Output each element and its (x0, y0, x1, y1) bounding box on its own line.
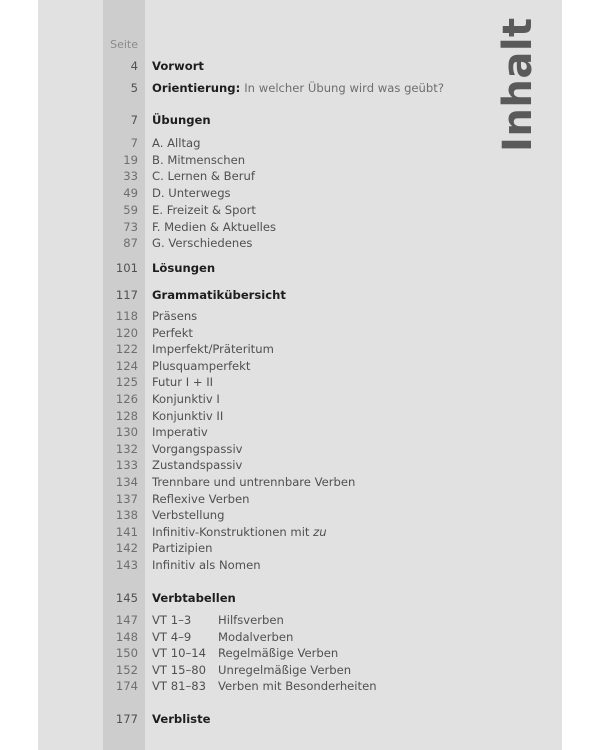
toc-entry[interactable] (0, 152, 600, 168)
toc-page-number: 19 (123, 152, 138, 167)
toc-title: Imperfekt/Präteritum (152, 342, 274, 357)
toc-entry[interactable] (0, 457, 600, 473)
toc-title: Hilfsverben (218, 613, 284, 627)
toc-title: B. Mitmenschen (152, 152, 246, 167)
toc-page-number: 128 (115, 408, 138, 423)
toc-title: Futur I + II (152, 375, 214, 390)
toc-page-number: 73 (123, 219, 138, 234)
toc-title: Imperativ (152, 425, 208, 440)
toc-entry[interactable] (0, 474, 600, 490)
toc-entry-orientierung[interactable] (0, 80, 600, 96)
toc-page-number: 137 (115, 491, 138, 506)
toc-entry-vorwort[interactable] (0, 58, 600, 74)
toc-entry[interactable] (0, 185, 600, 201)
toc-title: Zustandspassiv (152, 458, 243, 473)
toc-page-number: 7 (130, 136, 138, 150)
toc-title: Perfekt (152, 325, 193, 340)
toc-page-number: 133 (115, 458, 138, 473)
toc-title: Unregelmäßige Verben (218, 662, 352, 677)
vt-code: VT 10–14 (152, 646, 207, 661)
toc-page-number: 59 (123, 202, 138, 217)
toc-page-number: 138 (115, 508, 138, 523)
toc-title: G. Verschiedenes (152, 236, 253, 251)
toc-entry[interactable] (0, 507, 600, 523)
toc-page-number: 152 (115, 662, 138, 677)
toc-entry[interactable] (0, 491, 600, 507)
toc-entry[interactable] (0, 391, 600, 407)
vt-code: VT 81–83 (152, 679, 207, 694)
vt-code: VT 4–9 (152, 629, 192, 644)
toc-subtitle: In welcher Übung wird was geübt? (244, 81, 444, 95)
toc-page-number: 130 (115, 425, 138, 440)
toc-entry-verbtabelle[interactable] (0, 612, 600, 628)
seite-label: Seite (110, 38, 138, 51)
toc-entry[interactable] (0, 235, 600, 251)
toc-page-number: 122 (115, 342, 138, 357)
toc-title: Orientierung: (152, 81, 241, 95)
toc-entry[interactable] (0, 540, 600, 556)
toc-page-number: 87 (123, 236, 138, 251)
toc-title: Vorgangspassiv (152, 441, 243, 456)
toc-page-number: 5 (130, 81, 138, 95)
toc-entry[interactable] (0, 424, 600, 440)
toc-title: Konjunktiv I (152, 392, 220, 406)
toc-title: E. Freizeit & Sport (152, 202, 256, 217)
toc-title: Vorwort (152, 59, 204, 73)
toc-entry[interactable] (0, 325, 600, 341)
toc-entry[interactable] (0, 308, 600, 324)
toc-page-number: 132 (115, 441, 138, 456)
toc-entry-verbtabelle[interactable] (0, 629, 600, 645)
toc-section-verbtabellen[interactable] (0, 590, 600, 606)
toc-title: Regelmäßige Verben (218, 646, 339, 661)
toc-page-number: 33 (123, 169, 138, 184)
toc-title: Reflexive Verben (152, 491, 250, 506)
toc-entry[interactable] (0, 358, 600, 374)
toc-page-number: 4 (130, 59, 138, 73)
toc-entry-verbtabelle[interactable] (0, 678, 600, 694)
toc-entry[interactable] (0, 168, 600, 184)
toc-title: Lösungen (152, 261, 216, 275)
toc-section-verbliste[interactable] (0, 711, 600, 727)
toc-entry[interactable] (0, 135, 600, 151)
toc-title: Trennbare und untrennbare Verben (152, 475, 356, 489)
toc-page-number: 125 (115, 375, 138, 390)
toc-page-number: 134 (115, 475, 138, 489)
toc-page-number: 101 (115, 261, 138, 275)
toc-entry-verbtabelle[interactable] (0, 645, 600, 661)
toc-page-number: 49 (123, 186, 138, 201)
toc-title: Konjunktiv II (152, 408, 224, 423)
toc-page-number: 143 (115, 558, 138, 572)
toc-section-loesungen[interactable] (0, 260, 600, 276)
toc-entry[interactable] (0, 219, 600, 235)
toc-entry[interactable] (0, 557, 600, 573)
side-title-inhalt: Inhalt (495, 17, 541, 152)
toc-title: C. Lernen & Beruf (152, 169, 255, 184)
toc-page-number: 126 (115, 392, 138, 406)
toc-title: Infinitiv-Konstruktionen mit (152, 524, 310, 539)
toc-page-number: 147 (115, 613, 138, 627)
toc-title: Verbliste (152, 712, 211, 726)
toc-page-number: 174 (115, 679, 138, 694)
toc-title: Verbtabellen (152, 591, 236, 605)
toc-title: Modalverben (218, 629, 294, 644)
toc-entry-verbtabelle[interactable] (0, 662, 600, 678)
toc-title: Verbstellung (152, 508, 225, 523)
toc-title-italic: zu (313, 524, 327, 539)
toc-title: A. Alltag (152, 136, 201, 150)
toc-title: Partizipien (152, 541, 213, 556)
toc-page-number: 118 (115, 309, 138, 323)
toc-page-number: 177 (115, 712, 138, 726)
toc-title: D. Unterwegs (152, 186, 231, 201)
toc-entry[interactable] (0, 408, 600, 424)
toc-title: Verben mit Besonderheiten (218, 679, 377, 694)
toc-title-group (152, 524, 327, 540)
toc-page-number: 142 (115, 541, 138, 556)
toc-title: Grammatikübersicht (152, 288, 286, 302)
toc-page-number: 145 (115, 591, 138, 605)
toc-entry[interactable] (0, 441, 600, 457)
toc-title: Infinitiv als Nomen (152, 558, 261, 572)
toc-title: Präsens (152, 309, 198, 323)
toc-section-grammatik[interactable] (0, 287, 600, 303)
toc-title: Übungen (152, 113, 211, 127)
toc-title-group (152, 80, 444, 96)
toc-page-number: 141 (115, 524, 138, 539)
toc-page-number: 124 (115, 358, 138, 373)
toc-entry[interactable] (0, 202, 600, 218)
toc-page-number: 150 (115, 646, 138, 661)
toc-title: Plusquamperfekt (152, 358, 251, 373)
toc-entry[interactable] (0, 374, 600, 390)
toc-entry[interactable] (0, 524, 600, 540)
vt-code: VT 1–3 (152, 613, 192, 627)
toc-page-number: 7 (130, 113, 138, 127)
toc-entry[interactable] (0, 341, 600, 357)
toc-section-uebungen[interactable] (0, 112, 600, 128)
toc-page-number: 120 (115, 325, 138, 340)
toc-page-number: 148 (115, 629, 138, 644)
vt-code: VT 15–80 (152, 662, 207, 677)
toc-page-number: 117 (115, 288, 138, 302)
toc-title: F. Medien & Aktuelles (152, 219, 277, 234)
